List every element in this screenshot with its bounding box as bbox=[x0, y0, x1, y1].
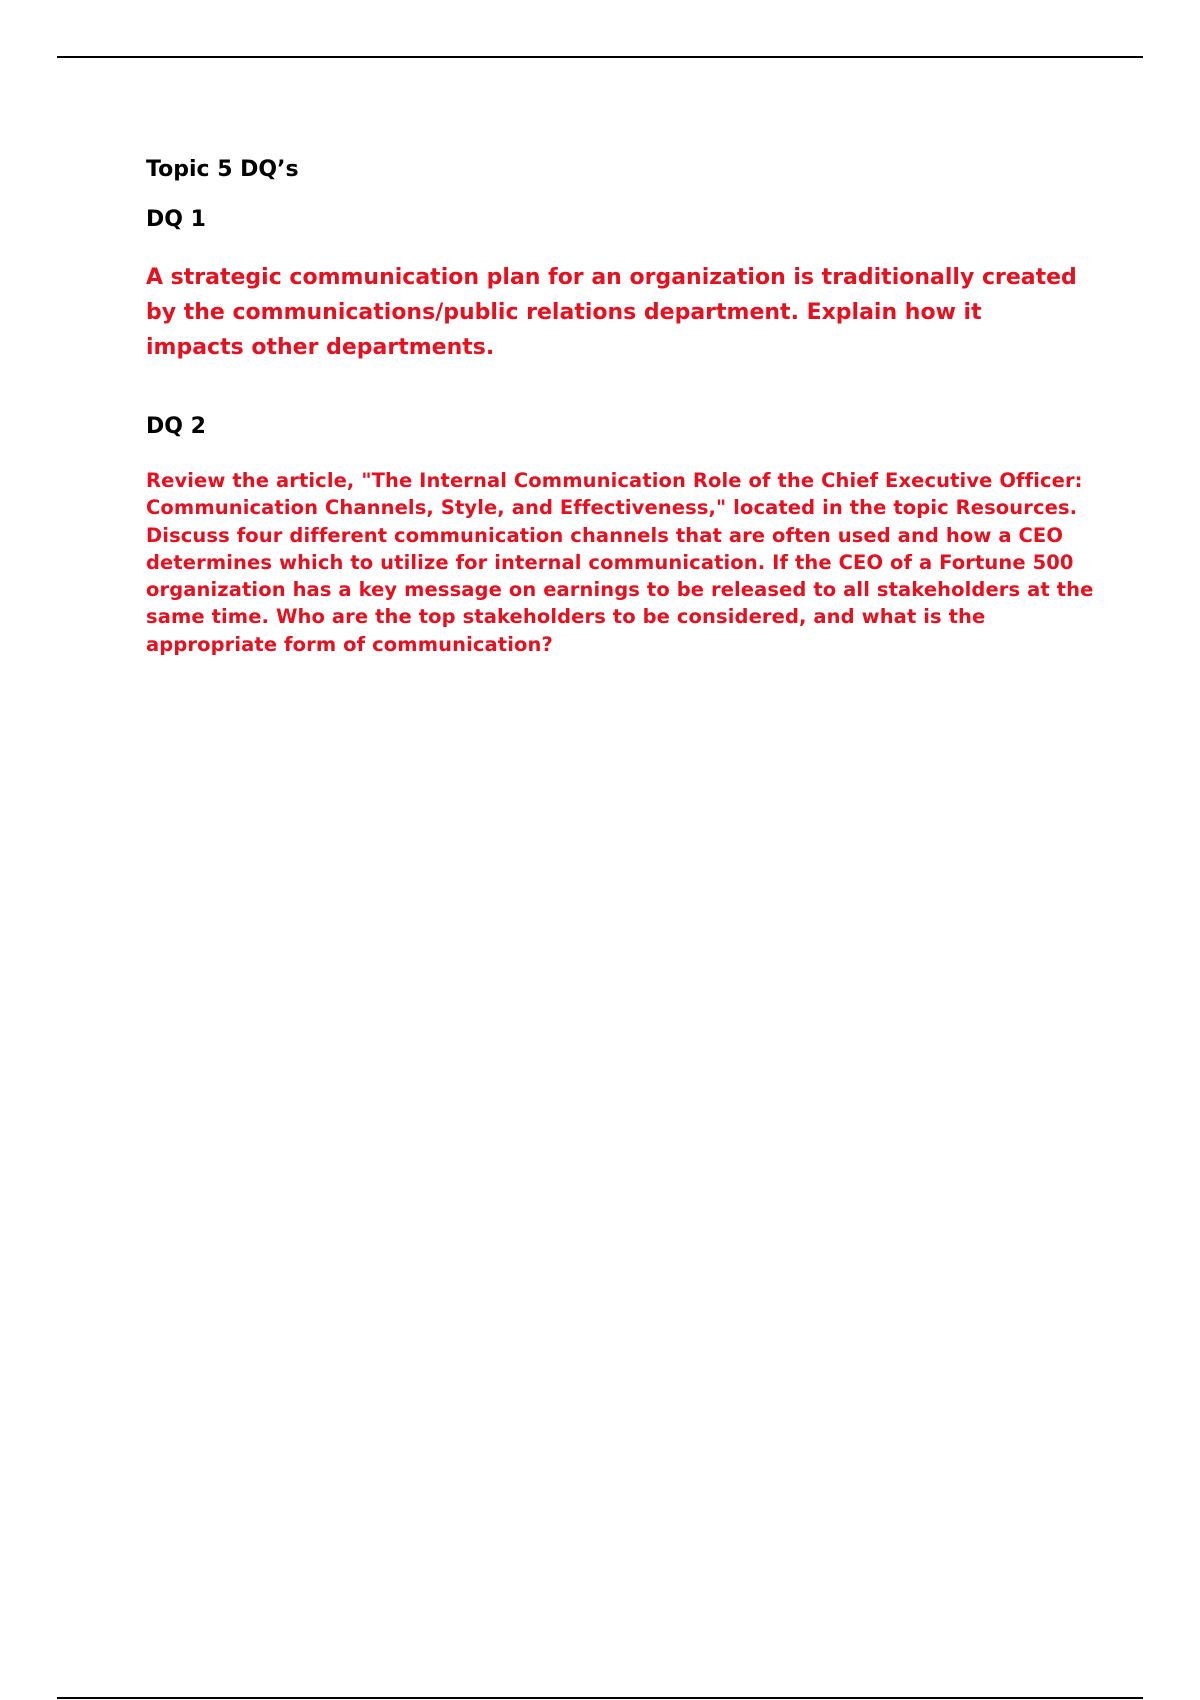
top-rule bbox=[57, 56, 1143, 58]
topic-title: Topic 5 DQ’s bbox=[146, 157, 299, 182]
dq2-question: Review the article, "The Internal Communication Role of the Chief Executive Officer: Communication Channels, Style, and Effectiveness," located in the topic Resources. Discuss four different communication channels that are often used and how a CEO determines which to utilize for internal communication. If the CEO of a Fortune 500 organization has a key message on earnings to be released to all stakeholders at the same time. Who are the top stakeholders to be considered, and what is the appropriate form of communication? bbox=[146, 469, 1094, 656]
dq2-heading: DQ 2 bbox=[146, 414, 206, 439]
dq1-heading: DQ 1 bbox=[146, 207, 206, 232]
document-content bbox=[146, 150, 1094, 658]
bottom-rule bbox=[57, 1697, 1143, 1699]
dq1-question: A strategic communication plan for an organization is traditionally created by the communications/public relations department. Explain how it impacts other departments. bbox=[146, 265, 1077, 360]
